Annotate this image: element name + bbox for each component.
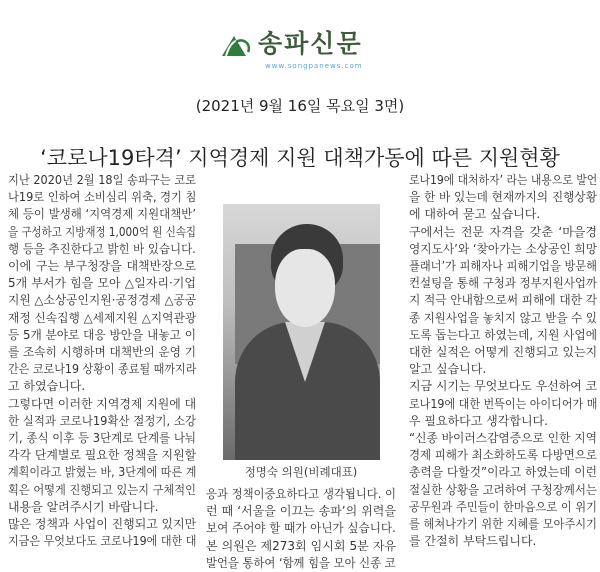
text-line: 고 하였습니다. bbox=[8, 379, 86, 394]
text-line: 많은 정책과 사업이 진행되고 있지만 bbox=[8, 517, 197, 532]
text-line: 대한 실적은 어떻게 진행되고 있는지 bbox=[409, 345, 598, 360]
text-line: 우 필요하다고 생각합니다. bbox=[409, 413, 548, 428]
text-line: 을 구성하고 지방재정 1,000억 원 신속집 bbox=[8, 224, 197, 239]
text-line: 지금은 무엇보다도 코로나19에 대한 대 bbox=[8, 534, 197, 549]
text-line: 를 조속히 시행하며 대책반의 운영 기 bbox=[8, 345, 197, 360]
text-line: 로나19에 대한 번뜩이는 아이디어가 매 bbox=[409, 396, 598, 411]
text-line: “신종 바이러스감염증으로 인한 지역 bbox=[409, 431, 598, 446]
text-line: 기, 종식 이후 등 3단계로 단계를 나눠 bbox=[8, 431, 196, 446]
text-line: 응과 정책이중요하다고 생각됩니다. 이 bbox=[206, 487, 397, 501]
text-line: 을 한 바 있는데 현재까지의 진행상황 bbox=[409, 190, 598, 205]
text-line: 컨설팅을 통해 구청과 정부지원사업까 bbox=[409, 276, 597, 291]
newspaper-name: 송파신문 bbox=[258, 29, 363, 58]
text-line: 획은 어떻게 진행되고 있는지 구체적인 bbox=[8, 482, 196, 497]
text-line: 내용을 알려주시기 바랍니다. bbox=[8, 499, 159, 514]
text-line: 로나19에 대처하자’ 라는 내용으로 발언 bbox=[409, 173, 598, 187]
text-line: 지난 2020년 2월 18일 송파구는 코로 bbox=[8, 173, 197, 187]
text-line: 에 대하여 묻고 싶습니다. bbox=[409, 207, 541, 222]
text-line: 간은 코로나19 상황이 종료될 때까지라 bbox=[8, 362, 197, 377]
text-line: 이에 구는 부구청장을 대책반장으로 bbox=[8, 259, 196, 274]
text-line: 종 지원사업을 놓치지 않고 받을 수 있 bbox=[409, 310, 597, 325]
text-line: 지원 △소상공인지원·공정경제 △공공 bbox=[8, 293, 197, 308]
text-line: 등 5개 분야로 대응 방안을 내놓고 이 bbox=[8, 327, 197, 342]
masthead-logo bbox=[220, 30, 390, 74]
text-line: 계획이라고 밝혔는 바, 3단계에 따른 계 bbox=[8, 465, 197, 480]
text-line: 경제 피해가 최소화하도록 다방면으로 bbox=[409, 448, 597, 463]
text-line: 공무원과 주민들이 한마음으로 이 위기 bbox=[409, 499, 597, 514]
text-line: 도록 돕는다고 하였는데, 지원 사업에 bbox=[409, 327, 598, 342]
photo-caption: 정명숙 의원(비례대표) bbox=[244, 465, 358, 479]
article-headline: ‘코로나19타격’ 지역경제 지원 대책가동에 따른 지원현황 bbox=[40, 146, 560, 170]
text-line: 체 등이 발생해 ‘지역경제 지원대책반’ bbox=[8, 207, 196, 222]
text-line: 영지도사’와 ‘찾아가는 소상공인 희망 bbox=[409, 241, 598, 256]
newspaper-url: www.songpanews.com bbox=[265, 62, 363, 70]
text-line: 절실한 상황을 고려하여 구청장께서는 bbox=[409, 482, 597, 497]
text-line: 각각 단계별로 필요한 정책을 지원할 bbox=[8, 448, 197, 463]
text-line: 5개 부서가 힘을 모아 △일자리·기업 bbox=[8, 276, 196, 291]
text-line: 본 의원은 제273회 임시회 5분 자유 bbox=[206, 538, 396, 553]
text-line: 한 실적과 코로나19확산 절정기, 소강 bbox=[8, 413, 196, 428]
text-line: 총력을 다할것”이라고 하였는데 이런 bbox=[409, 465, 598, 480]
text-line: 발언을 통하여 ‘함께 힘을 모아 신종 코 bbox=[206, 555, 396, 570]
text-line: 그렇다면 이러한 지역경제 지원에 대 bbox=[8, 396, 197, 411]
text-line: 런 때 ‘서울을 이끄는 송파’의 위력을 bbox=[206, 504, 396, 519]
text-line: 재정 신속집행 △세제지원 △지역관광 bbox=[8, 310, 197, 325]
text-line: 지 적극 안내함으로써 피해에 대한 각 bbox=[409, 293, 598, 308]
text-line: 지금 시기는 무엇보다도 우선하여 코 bbox=[409, 379, 598, 394]
text-line: 나19로 인하여 소비심리 위축, 경기 침 bbox=[8, 190, 197, 205]
text-line: 를 간절히 부탁드립니다. bbox=[409, 534, 537, 549]
councilor-photo bbox=[223, 204, 380, 460]
text-line: 를 헤쳐나가기 위한 지혜를 모아주시기 bbox=[409, 517, 597, 532]
article-column-1 bbox=[8, 172, 196, 550]
text-line: 보여 주어야 할 때가 아닌가 싶습니다. bbox=[206, 521, 396, 536]
text-line: 알고 싶습니다. bbox=[409, 362, 487, 377]
logo-mountain-icon bbox=[220, 32, 250, 58]
article-column-3 bbox=[409, 172, 597, 550]
text-line: 플래너’가 피해자나 피해기업을 방문해 bbox=[409, 259, 597, 274]
article-column-2 bbox=[206, 486, 396, 572]
text-line: 구에서는 전문 자격을 갖춘 ‘마을경 bbox=[409, 224, 597, 239]
text-line: 행 등을 추진한다고 밝힌 바 있습니다. bbox=[8, 241, 196, 256]
issue-date: (2021년 9월 16일 목요일 3면) bbox=[195, 97, 405, 115]
